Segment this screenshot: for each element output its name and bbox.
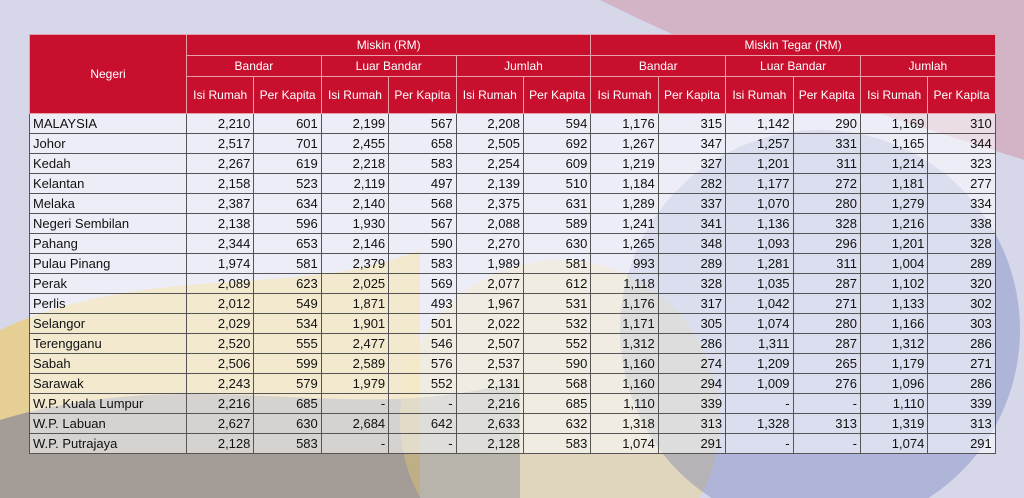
table-cell: -	[321, 394, 388, 414]
table-cell: 1,289	[591, 194, 658, 214]
table-cell: 549	[254, 294, 321, 314]
table-cell: 2,025	[321, 274, 388, 294]
table-cell: 579	[254, 374, 321, 394]
table-cell: 339	[658, 394, 725, 414]
table-row	[30, 434, 996, 454]
table-cell: 630	[523, 234, 590, 254]
table-cell: 1,279	[860, 194, 927, 214]
table-cell: 1,004	[860, 254, 927, 274]
table-cell: 327	[658, 154, 725, 174]
table-cell: 2,077	[456, 274, 523, 294]
table-cell: 642	[389, 414, 456, 434]
table-cell: 1,265	[591, 234, 658, 254]
table-cell: -	[321, 434, 388, 454]
table-cell: 1,176	[591, 114, 658, 134]
table-cell: 1,133	[860, 294, 927, 314]
table-cell: 323	[928, 154, 995, 174]
table-row	[30, 214, 996, 234]
table-cell: 1,118	[591, 274, 658, 294]
table-cell: 302	[928, 294, 995, 314]
table-cell: 1,181	[860, 174, 927, 194]
table-cell: 313	[793, 414, 860, 434]
table-cell: 1,177	[726, 174, 793, 194]
table-cell: 2,254	[456, 154, 523, 174]
table-row	[30, 254, 996, 274]
header-miskin-tegar: Miskin Tegar (RM)	[591, 35, 995, 56]
table-cell: 523	[254, 174, 321, 194]
table-cell: 310	[928, 114, 995, 134]
table-cell: 594	[523, 114, 590, 134]
table-cell: 2,199	[321, 114, 388, 134]
table-cell: 2,139	[456, 174, 523, 194]
row-state-name: Johor	[30, 134, 187, 154]
header-miskin-jumlah: Jumlah	[456, 56, 591, 77]
table-cell: 303	[928, 314, 995, 334]
table-cell: 2,589	[321, 354, 388, 374]
table-cell: 552	[389, 374, 456, 394]
table-cell: 568	[523, 374, 590, 394]
table-cell: 1,074	[591, 434, 658, 454]
table-cell: 291	[658, 434, 725, 454]
table-cell: 993	[591, 254, 658, 274]
table-cell: 569	[389, 274, 456, 294]
table-cell: 2,138	[187, 214, 254, 234]
table-cell: 2,131	[456, 374, 523, 394]
table-cell: 567	[389, 214, 456, 234]
table-cell: 1,311	[726, 334, 793, 354]
table-cell: 265	[793, 354, 860, 374]
table-cell: 2,520	[187, 334, 254, 354]
table-cell: 1,267	[591, 134, 658, 154]
header-isi-rumah: Isi Rumah	[726, 77, 793, 114]
table-cell: 2,146	[321, 234, 388, 254]
poverty-line-table	[29, 34, 996, 454]
table-row	[30, 294, 996, 314]
table-cell: 1,160	[591, 354, 658, 374]
table-cell: 271	[793, 294, 860, 314]
table-cell: 1,312	[860, 334, 927, 354]
table-row	[30, 334, 996, 354]
row-state-name: Pahang	[30, 234, 187, 254]
header-miskin-luar-bandar: Luar Bandar	[321, 56, 456, 77]
table-cell: 1,257	[726, 134, 793, 154]
table-row	[30, 354, 996, 374]
row-state-name: Kedah	[30, 154, 187, 174]
table-cell: 1,901	[321, 314, 388, 334]
table-cell: 583	[389, 154, 456, 174]
table-cell: 1,989	[456, 254, 523, 274]
table-cell: 1,035	[726, 274, 793, 294]
table-cell: 653	[254, 234, 321, 254]
table-cell: 1,160	[591, 374, 658, 394]
table-cell: 286	[928, 334, 995, 354]
table-cell: 328	[928, 234, 995, 254]
poverty-line-table-container	[29, 34, 995, 454]
row-state-name: Selangor	[30, 314, 187, 334]
table-cell: 341	[658, 214, 725, 234]
table-cell: 286	[928, 374, 995, 394]
row-state-name: Negeri Sembilan	[30, 214, 187, 234]
table-cell: 632	[523, 414, 590, 434]
table-cell: 311	[793, 154, 860, 174]
table-cell: 2,128	[187, 434, 254, 454]
table-row	[30, 154, 996, 174]
row-state-name: MALAYSIA	[30, 114, 187, 134]
table-cell: 2,208	[456, 114, 523, 134]
table-cell: 1,179	[860, 354, 927, 374]
table-cell: 685	[254, 394, 321, 414]
table-cell: 623	[254, 274, 321, 294]
table-cell: 1,110	[591, 394, 658, 414]
header-negeri: Negeri	[30, 35, 187, 114]
table-cell: 280	[793, 314, 860, 334]
table-cell: 1,328	[726, 414, 793, 434]
row-state-name: Sarawak	[30, 374, 187, 394]
table-cell: 590	[389, 234, 456, 254]
table-cell: 658	[389, 134, 456, 154]
table-cell: 599	[254, 354, 321, 374]
header-tegar-luar-bandar: Luar Bandar	[726, 56, 861, 77]
table-cell: 701	[254, 134, 321, 154]
header-isi-rumah: Isi Rumah	[860, 77, 927, 114]
table-cell: 1,979	[321, 374, 388, 394]
table-cell: 2,119	[321, 174, 388, 194]
table-cell: 1,093	[726, 234, 793, 254]
table-cell: 1,042	[726, 294, 793, 314]
table-cell: 2,210	[187, 114, 254, 134]
table-cell: 2,633	[456, 414, 523, 434]
table-cell: 2,140	[321, 194, 388, 214]
table-cell: 272	[793, 174, 860, 194]
table-cell: 320	[928, 274, 995, 294]
table-cell: 501	[389, 314, 456, 334]
table-cell: 347	[658, 134, 725, 154]
table-cell: 274	[658, 354, 725, 374]
table-cell: 609	[523, 154, 590, 174]
table-cell: 630	[254, 414, 321, 434]
table-cell: 1,070	[726, 194, 793, 214]
table-cell: 1,096	[860, 374, 927, 394]
table-cell: 328	[793, 214, 860, 234]
table-cell: 581	[254, 254, 321, 274]
table-cell: 1,967	[456, 294, 523, 314]
table-cell: 328	[658, 274, 725, 294]
table-cell: 289	[928, 254, 995, 274]
table-cell: 1,074	[726, 314, 793, 334]
table-cell: 282	[658, 174, 725, 194]
row-state-name: W.P. Kuala Lumpur	[30, 394, 187, 414]
table-cell: 1,165	[860, 134, 927, 154]
table-cell: -	[793, 394, 860, 414]
table-cell: 576	[389, 354, 456, 374]
table-row	[30, 194, 996, 214]
table-cell: 2,029	[187, 314, 254, 334]
table-cell: 1,074	[860, 434, 927, 454]
table-cell: 2,344	[187, 234, 254, 254]
header-tegar-bandar: Bandar	[591, 56, 726, 77]
table-cell: 619	[254, 154, 321, 174]
table-cell: 2,537	[456, 354, 523, 374]
table-cell: 337	[658, 194, 725, 214]
table-cell: 612	[523, 274, 590, 294]
row-state-name: Perlis	[30, 294, 187, 314]
table-cell: 1,171	[591, 314, 658, 334]
header-isi-rumah: Isi Rumah	[591, 77, 658, 114]
table-cell: 287	[793, 274, 860, 294]
row-state-name: Perak	[30, 274, 187, 294]
table-cell: 581	[523, 254, 590, 274]
table-cell: 510	[523, 174, 590, 194]
table-cell: 291	[928, 434, 995, 454]
table-cell: 339	[928, 394, 995, 414]
table-cell: 546	[389, 334, 456, 354]
table-cell: 338	[928, 214, 995, 234]
table-cell: 2,158	[187, 174, 254, 194]
header-per-kapita: Per Kapita	[658, 77, 725, 114]
table-cell: 1,214	[860, 154, 927, 174]
table-cell: 2,012	[187, 294, 254, 314]
table-cell: 313	[928, 414, 995, 434]
table-cell: 2,477	[321, 334, 388, 354]
table-cell: 277	[928, 174, 995, 194]
table-cell: 534	[254, 314, 321, 334]
table-row	[30, 114, 996, 134]
table-cell: 344	[928, 134, 995, 154]
table-cell: 2,216	[187, 394, 254, 414]
table-cell: 685	[523, 394, 590, 414]
table-cell: 1,930	[321, 214, 388, 234]
table-cell: 531	[523, 294, 590, 314]
table-cell: -	[389, 434, 456, 454]
table-cell: 631	[523, 194, 590, 214]
table-cell: -	[793, 434, 860, 454]
table-cell: 1,319	[860, 414, 927, 434]
table-cell: 348	[658, 234, 725, 254]
table-cell: -	[389, 394, 456, 414]
table-cell: 334	[928, 194, 995, 214]
table-cell: 1,241	[591, 214, 658, 234]
row-state-name: W.P. Putrajaya	[30, 434, 187, 454]
table-cell: 567	[389, 114, 456, 134]
table-cell: 1,166	[860, 314, 927, 334]
table-row	[30, 314, 996, 334]
table-row	[30, 374, 996, 394]
row-state-name: W.P. Labuan	[30, 414, 187, 434]
table-cell: 555	[254, 334, 321, 354]
header-per-kapita: Per Kapita	[928, 77, 995, 114]
table-cell: 1,102	[860, 274, 927, 294]
table-cell: 1,184	[591, 174, 658, 194]
table-cell: 271	[928, 354, 995, 374]
header-per-kapita: Per Kapita	[523, 77, 590, 114]
table-row	[30, 234, 996, 254]
table-cell: 2,506	[187, 354, 254, 374]
row-state-name: Kelantan	[30, 174, 187, 194]
table-cell: 1,142	[726, 114, 793, 134]
table-cell: 331	[793, 134, 860, 154]
table-cell: 2,517	[187, 134, 254, 154]
table-row	[30, 174, 996, 194]
table-cell: 2,627	[187, 414, 254, 434]
header-per-kapita: Per Kapita	[389, 77, 456, 114]
table-cell: 596	[254, 214, 321, 234]
table-cell: 2,507	[456, 334, 523, 354]
table-cell: 294	[658, 374, 725, 394]
table-cell: 2,379	[321, 254, 388, 274]
table-cell: 289	[658, 254, 725, 274]
table-cell: 2,684	[321, 414, 388, 434]
table-cell: 1,281	[726, 254, 793, 274]
header-per-kapita: Per Kapita	[793, 77, 860, 114]
header-isi-rumah: Isi Rumah	[187, 77, 254, 114]
table-cell: 1,318	[591, 414, 658, 434]
table-cell: 1,201	[860, 234, 927, 254]
table-cell: 2,216	[456, 394, 523, 414]
table-cell: 583	[523, 434, 590, 454]
row-state-name: Melaka	[30, 194, 187, 214]
table-cell: 2,505	[456, 134, 523, 154]
table-cell: 296	[793, 234, 860, 254]
table-row	[30, 134, 996, 154]
table-cell: 311	[793, 254, 860, 274]
table-cell: 2,128	[456, 434, 523, 454]
table-row	[30, 274, 996, 294]
table-cell: 280	[793, 194, 860, 214]
table-cell: 1,312	[591, 334, 658, 354]
row-state-name: Terengganu	[30, 334, 187, 354]
table-cell: 552	[523, 334, 590, 354]
table-cell: 287	[793, 334, 860, 354]
table-cell: 2,270	[456, 234, 523, 254]
table-cell: 1,176	[591, 294, 658, 314]
table-cell: 1,110	[860, 394, 927, 414]
header-tegar-jumlah: Jumlah	[860, 56, 995, 77]
table-cell: 286	[658, 334, 725, 354]
row-state-name: Pulau Pinang	[30, 254, 187, 274]
table-body	[30, 114, 996, 454]
table-cell: 2,218	[321, 154, 388, 174]
table-cell: 2,387	[187, 194, 254, 214]
table-cell: 532	[523, 314, 590, 334]
table-cell: 2,267	[187, 154, 254, 174]
table-cell: 1,871	[321, 294, 388, 314]
header-per-kapita: Per Kapita	[254, 77, 321, 114]
table-cell: 634	[254, 194, 321, 214]
table-cell: 1,201	[726, 154, 793, 174]
table-cell: 583	[254, 434, 321, 454]
table-cell: 2,375	[456, 194, 523, 214]
table-cell: 2,022	[456, 314, 523, 334]
table-cell: 568	[389, 194, 456, 214]
table-cell: 589	[523, 214, 590, 234]
header-isi-rumah: Isi Rumah	[456, 77, 523, 114]
table-row	[30, 394, 996, 414]
table-cell: -	[726, 434, 793, 454]
table-cell: 1,169	[860, 114, 927, 134]
table-cell: 2,088	[456, 214, 523, 234]
table-cell: -	[726, 394, 793, 414]
header-miskin-bandar: Bandar	[187, 56, 322, 77]
table-cell: 315	[658, 114, 725, 134]
table-cell: 590	[523, 354, 590, 374]
table-cell: 1,209	[726, 354, 793, 374]
row-state-name: Sabah	[30, 354, 187, 374]
table-cell: 2,243	[187, 374, 254, 394]
table-cell: 1,216	[860, 214, 927, 234]
table-cell: 290	[793, 114, 860, 134]
table-cell: 493	[389, 294, 456, 314]
table-row	[30, 414, 996, 434]
table-cell: 317	[658, 294, 725, 314]
table-cell: 1,974	[187, 254, 254, 274]
table-cell: 2,089	[187, 274, 254, 294]
header-isi-rumah: Isi Rumah	[321, 77, 388, 114]
table-cell: 1,136	[726, 214, 793, 234]
table-cell: 276	[793, 374, 860, 394]
header-miskin: Miskin (RM)	[187, 35, 591, 56]
table-cell: 313	[658, 414, 725, 434]
table-cell: 692	[523, 134, 590, 154]
table-cell: 497	[389, 174, 456, 194]
table-cell: 1,009	[726, 374, 793, 394]
table-cell: 1,219	[591, 154, 658, 174]
table-cell: 2,455	[321, 134, 388, 154]
table-cell: 305	[658, 314, 725, 334]
table-cell: 583	[389, 254, 456, 274]
table-cell: 601	[254, 114, 321, 134]
